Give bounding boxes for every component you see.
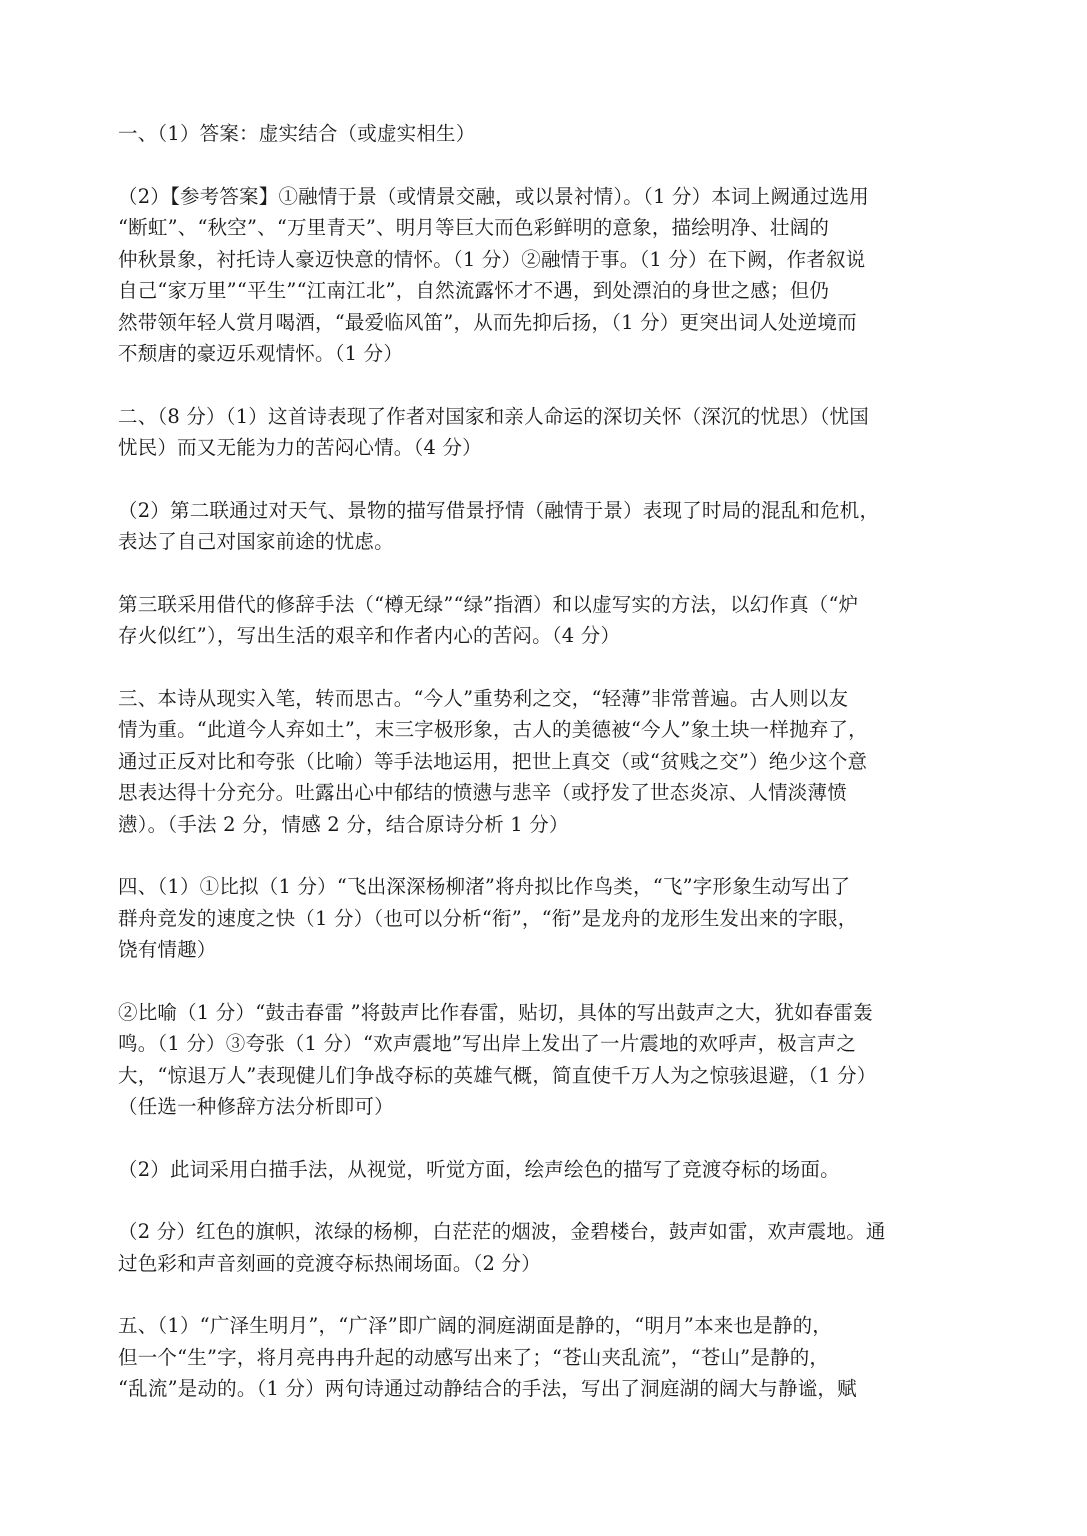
text-line: “断虹”、“秋空”、“万里青天”、明月等巨大而色彩鲜明的意象，描绘明净、壮阔的 <box>118 216 830 239</box>
text-line: 四、（1）①比拟（1 分）“飞出深深杨柳渚”将舟拟比作鸟类，“飞”字形象生动写出了 <box>118 875 851 898</box>
answer-paragraph-4 <box>118 495 980 558</box>
text-line: 懑）。（手法 2 分，情感 2 分，结合原诗分析 1 分） <box>118 812 569 836</box>
document-page <box>118 118 980 1436</box>
answer-paragraph-7 <box>118 871 980 966</box>
text-line: 五、（1）“广泽生明月”，“广泽”即广阔的洞庭湖面是静的，“明月”本来也是静的， <box>118 1314 832 1337</box>
text-line: 过色彩和声音刻画的竞渡夺标热闹场面。（2 分） <box>118 1251 541 1275</box>
answer-paragraph-5 <box>118 589 980 652</box>
text-line: 然带领年轻人赏月喝酒，“最爱临风笛”，从而先抑后扬，（1 分）更突出词人处逆境而 <box>118 310 857 334</box>
answer-paragraph-11 <box>118 1310 980 1405</box>
text-line: （2 分）红色的旗帜，浓绿的杨柳，白茫茫的烟波，金碧楼台，鼓声如雷，欢声震地。通 <box>118 1220 886 1243</box>
text-line: 情为重。“此道今人弃如土”，末三字极形象，古人的美德被“今人”象土块一样抛弃了， <box>118 718 868 741</box>
answer-paragraph-6 <box>118 683 980 841</box>
answer-paragraph-3 <box>118 401 980 464</box>
text-line: 仲秋景象，衬托诗人豪迈快意的情怀。（1 分）②融情于事。（1 分）在下阙，作者叙说 <box>118 247 866 271</box>
text-line: 自己“家万里”“平生”“江南江北”，自然流露怀才不遇，到处漂泊的身世之感；但仍 <box>118 279 830 302</box>
text-line: （2）此词采用白描手法，从视觉，听觉方面，绘声绘色的描写了竞渡夺标的场面。 <box>118 1157 840 1181</box>
text-line: 大，“惊退万人”表现健儿们争战夺标的英雄气概，简直使千万人为之惊骇退避，（1 分） <box>118 1063 877 1087</box>
text-line: （2）【参考答案】①融情于景（或情景交融，或以景衬情）。（1 分）本词上阙通过选用 <box>118 184 869 208</box>
text-line: 忧民）而又无能为力的苦闷心情。（4 分） <box>118 436 482 459</box>
text-line: 存火似红”），写出生活的艰辛和作者内心的苦闷。（4 分） <box>118 624 621 647</box>
text-line: 但一个“生”字，将月亮冉冉升起的动感写出来了；“苍山夹乱流”，“苍山”是静的， <box>118 1345 830 1369</box>
text-line: （任选一种修辞方法分析即可） <box>118 1095 394 1118</box>
answer-paragraph-8 <box>118 997 980 1123</box>
text-line: “乱流”是动的。（1 分）两句诗通过动静结合的手法，写出了洞庭湖的阔大与静谧，赋 <box>118 1377 857 1400</box>
text-line: 一、（1）答案：虚实结合（或虚实相生） <box>118 122 476 145</box>
text-line: ②比喻（1 分）“鼓击春雷 ”将鼓声比作春雷，贴切，具体的写出鼓声之大，犹如春雷轰 <box>118 1000 873 1024</box>
answer-paragraph-2 <box>118 181 980 370</box>
text-line: 思表达得十分充分。吐露出心中郁结的愤懑与悲辛（或抒发了世态炎凉、人情淡薄愤 <box>118 781 847 804</box>
text-line: 第三联采用借代的修辞手法（“樽无绿”“绿”指酒）和以虚写实的方法，以幻作真（“炉 <box>118 592 859 616</box>
answer-paragraph-10 <box>118 1216 980 1279</box>
text-line: 通过正反对比和夸张（比喻）等手法地运用，把世上真交（或“贫贱之交”）绝少这个意 <box>118 749 868 773</box>
text-line: 表达了自己对国家前途的忧虑。 <box>118 530 394 553</box>
text-line: 不颓唐的豪迈乐观情怀。（1 分） <box>118 342 404 365</box>
answer-paragraph-1 <box>118 118 980 150</box>
answer-paragraph-9 <box>118 1154 980 1186</box>
text-line: 鸣。（1 分）③夸张（1 分）“欢声震地”写出岸上发出了一片震地的欢呼声，极言声之 <box>118 1032 857 1055</box>
text-line: 群舟竞发的速度之快（1 分）（也可以分析“衔”，“衔”是龙舟的龙形生发出来的字眼， <box>118 906 858 930</box>
text-line: 三、本诗从现实入笔，转而思古。“今人”重势利之交，“轻薄”非常普遍。古人则以友 <box>118 686 849 710</box>
text-line: 二、（8 分）（1）这首诗表现了作者对国家和亲人命运的深切关怀（深沉的忧思）（忧国 <box>118 404 869 428</box>
text-line: 饶有情趣） <box>118 938 217 961</box>
text-line: （2）第二联通过对天气、景物的描写借景抒情（融情于景）表现了时局的混乱和危机， <box>118 498 880 522</box>
